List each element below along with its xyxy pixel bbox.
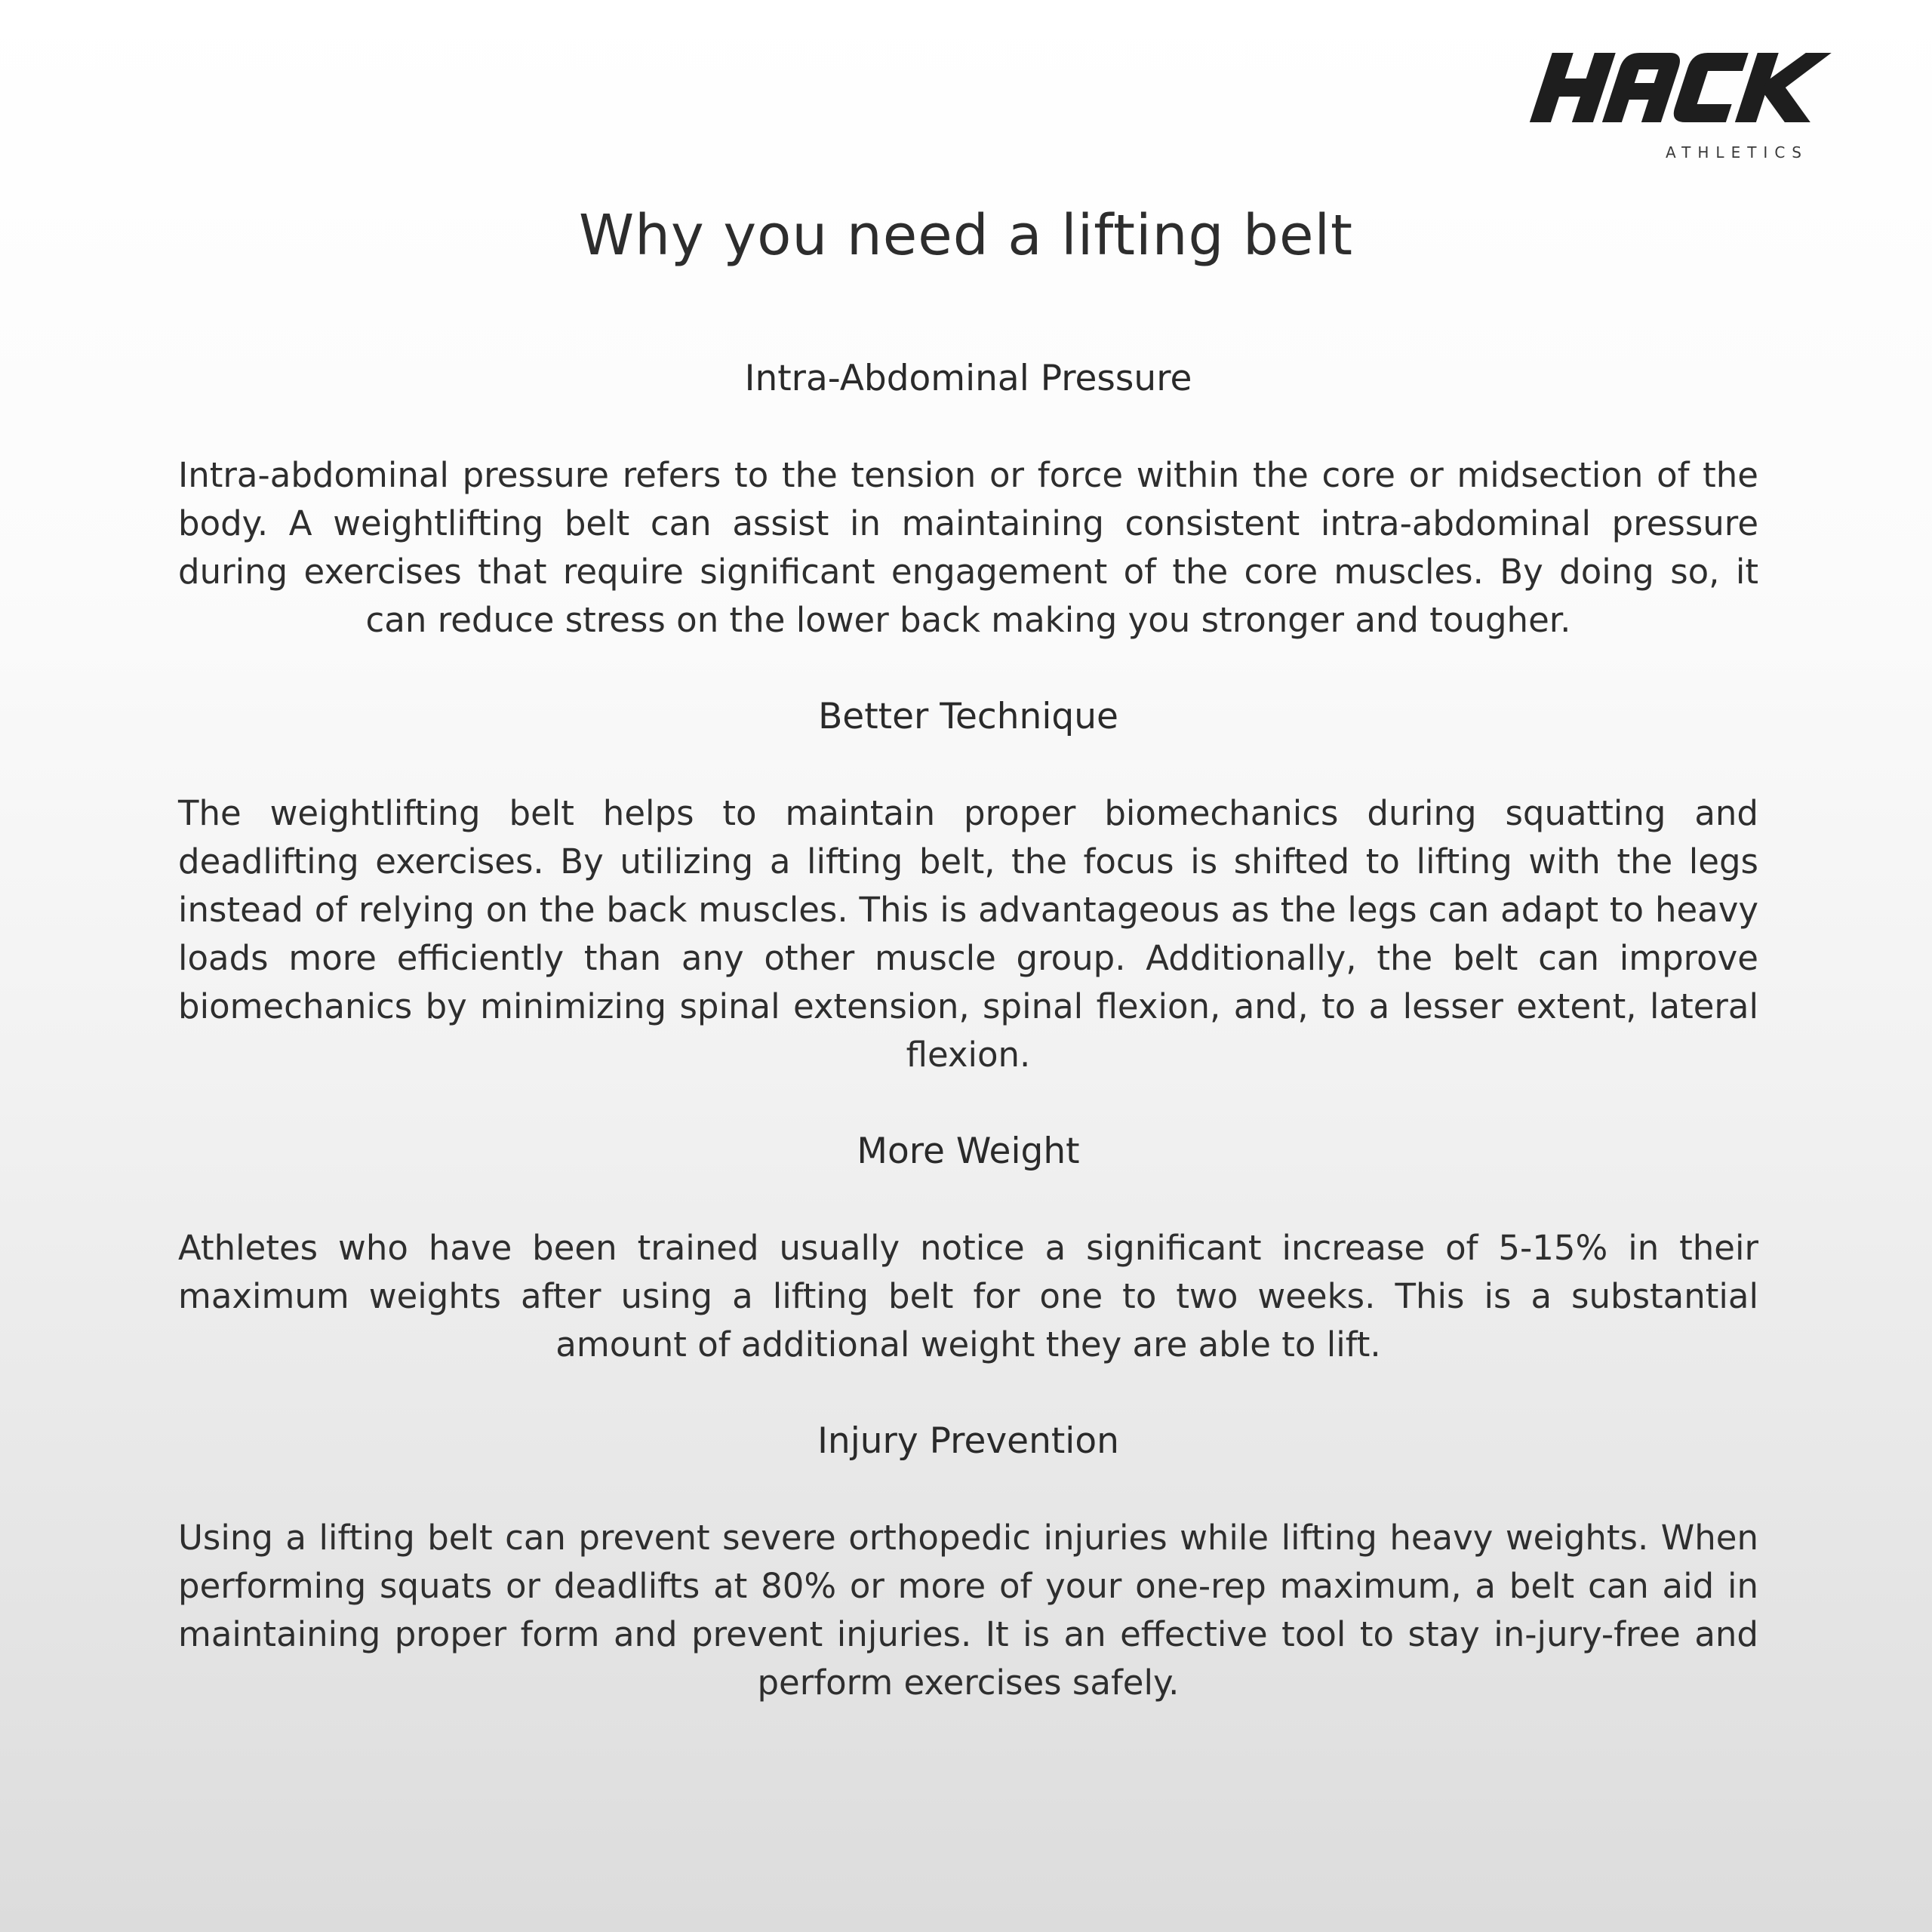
section-intra-abdominal-pressure <box>178 355 1758 645</box>
section-better-technique <box>178 693 1758 1079</box>
page-title: Why you need a lifting belt <box>578 203 1354 268</box>
section-heading: Injury Prevention <box>817 1420 1119 1462</box>
section-heading: More Weight <box>857 1131 1080 1172</box>
section-body: Using a lifting belt can prevent severe orthopedic injuries while lifting heavy weights. When performing squats or deadlifts at 80% or more of your one-rep maximum, a belt can aid in maintaining proper form and prevent injuries. It is an effective tool to stay in-jury-free and perform exercises safely. <box>178 1518 1758 1703</box>
section-body: The weightlifting belt helps to maintain proper biomechanics during squatting and deadlifting exercises. By utilizing a lifting belt, the focus is shifted to lifting with the legs instead of relying on the back muscles. This is advantageous as the legs can adapt to heavy loads more efficiently than any other muscle group. Additionally, the belt can improve biomechanics by minimizing spinal extension, spinal flexion, and, to a lesser extent, lateral flexion. <box>178 793 1758 1075</box>
section-body: Intra-abdominal pressure refers to the tension or force within the core or midsection of the body. A weightlifting belt can assist in maintaining consistent intra-abdominal pressure during exercises that require significant engagement of the core muscles. By doing so, it can reduce stress on the lower back making you stronger and tougher. <box>178 455 1758 640</box>
hack-logo-mark <box>1524 45 1894 136</box>
section-body: Athletes who have been trained usually notice a significant increase of 5-15% in their maximum weights after using a lifting belt for one to two weeks. This is a substantial amount of additional weight they are able to lift. <box>178 1228 1758 1364</box>
section-injury-prevention <box>178 1417 1758 1707</box>
section-more-weight <box>178 1128 1758 1369</box>
brand-subtext: ATHLETICS <box>1666 143 1808 162</box>
brand-logo <box>1524 45 1894 166</box>
article-content <box>178 355 1758 1755</box>
section-heading: Intra-Abdominal Pressure <box>744 358 1192 399</box>
section-heading: Better Technique <box>818 696 1118 737</box>
